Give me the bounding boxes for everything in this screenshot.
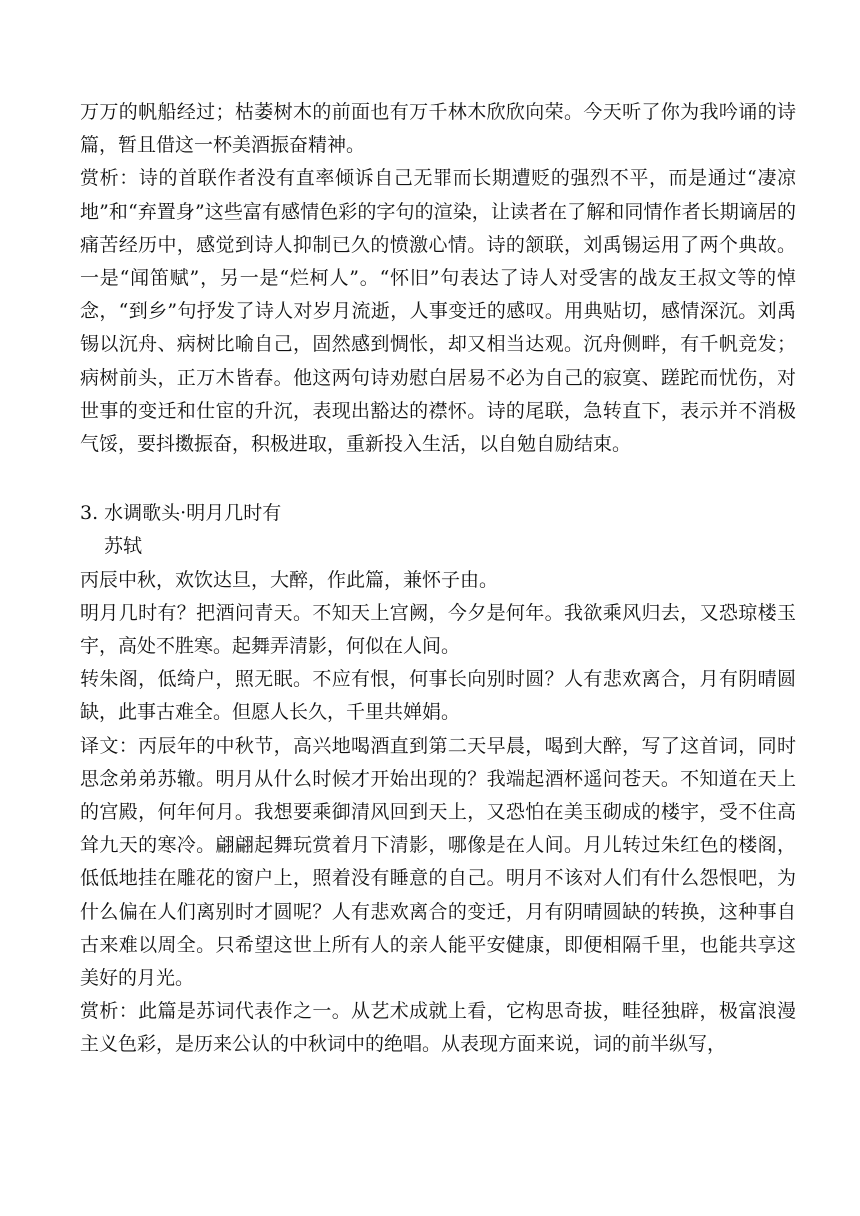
translation-text: 丙辰年的中秋节，高兴地喝酒直到第二天早晨，喝到大醉，写了这首词，同时思念弟弟苏辙。明月从什么时候才开始出现的？我端起酒杯遥问苍天。不知道在天上的宫殿，何年何月。我想要乘御清风回到天上，又恐怕在美玉砌成的楼宇，受不住高耸九天的寒冷。翩翩起舞玩赏着月下清影，哪像是在人间。月儿转过朱红色的楼阁，低低地挂在雕花的窗户上，照着没有睡意的自己。明月不该对人们有什么怨恨吧，为什么偏在人们离别时才圆呢？人有悲欢离合的变迁，月有阴晴圆缺的转换，这种事自古来难以周全。只希望这世上所有人的亲人能平安健康，即便相隔千里，也能共享这美好的月光。 [80,734,796,990]
poem-preface: 丙辰中秋，欢饮达旦，大醉，作此篇，兼怀子由。 [80,568,499,591]
section-gap [80,461,796,497]
analysis-text-2: 此篇是苏词代表作之一。从艺术成就上看，它构思奇拔，畦径独辟，极富浪漫主义色彩，是历来公认的中秋词中的绝唱。从表现方面来说，词的前半纵写， [80,1000,796,1056]
translation-label: 译文： [80,734,139,757]
poem-stanza-2: 转朱阁，低绮户，照无眠。不应有恨，何事长向别时圆？人有悲欢离合，月有阴晴圆缺，此事古难全。但愿人长久，千里共婵娟。 [80,668,796,724]
analysis-paragraph-2 [80,995,796,1061]
poem-author: 苏轼 [104,535,143,558]
analysis-text: 诗的首联作者没有直率倾诉自己无罪而长期遭贬的强烈不平，而是通过“凄凉地”和“弃置身”这些富有感情色彩的字句的渲染，让读者在了解和同情作者长期谪居的痛苦经历中，感觉到诗人抑制已久的愤激心情。诗的颔联，刘禹锡运用了两个典故。一是“闻笛赋”，另一是“烂柯人”。“怀旧”句表达了诗人对受害的战友王叔文等的悼念，“到乡”句抒发了诗人对岁月流逝，人事变迁的感叹。用典贴切，感情深沉。刘禹锡以沉舟、病树比喻自己，固然感到惆怅，却又相当达观。沉舟侧畔，有千帆竞发；病树前头，正万木皆春。他这两句诗劝慰白居易不必为自己的寂寞、蹉跎而忧伤，对世事的变迁和仕宦的升沉，表现出豁达的襟怀。诗的尾联，急转直下，表示并不消极气馁，要抖擞振奋，积极进取，重新投入生活，以自勉自励结束。 [80,167,796,456]
translation-continued-paragraph: 万万的帆船经过；枯萎树木的前面也有万千林木欣欣向荣。今天听了你为我吟诵的诗篇，暂且借这一杯美酒振奋精神。 [80,101,796,157]
translation-paragraph [80,730,796,996]
document-page [80,96,796,1062]
poem-heading: 3. 水调歌头·明月几时有 [80,502,282,525]
analysis-paragraph-1 [80,162,796,461]
analysis-label-2: 赏析： [80,1000,139,1023]
analysis-label: 赏析： [80,167,139,190]
poem-stanza-1: 明月几时有？把酒问青天。不知天上宫阙，今夕是何年。我欲乘风归去，又恐琼楼玉宇，高处不胜寒。起舞弄清影，何似在人间。 [80,601,796,658]
